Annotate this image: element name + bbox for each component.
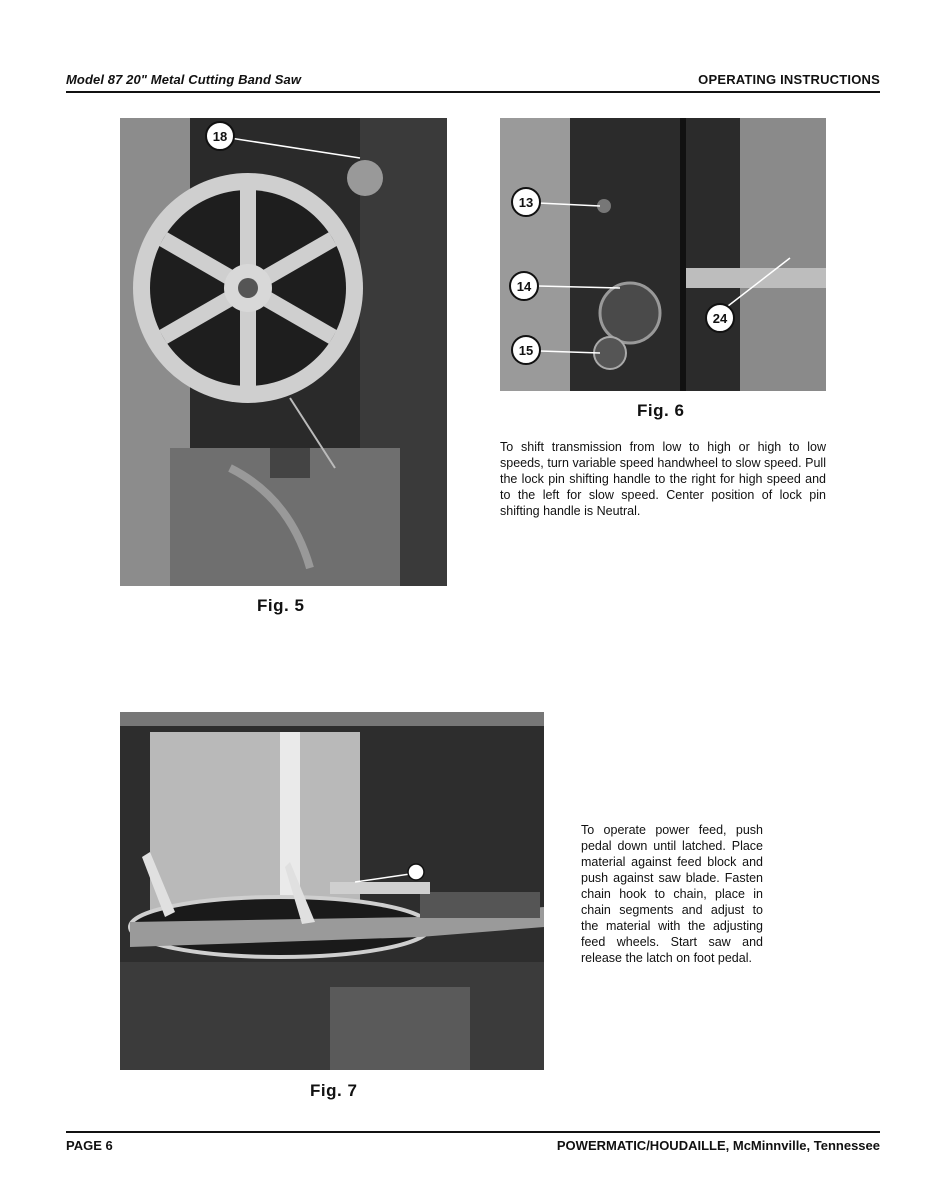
section-title: OPERATING INSTRUCTIONS [698,72,880,87]
svg-text:15: 15 [518,343,534,358]
document-model-title: Model 87 20" Metal Cutting Band Saw [66,72,302,87]
svg-text:13: 13 [518,195,534,210]
figure-6-caption: Fig. 6 [637,401,685,420]
svg-text:18: 18 [212,129,228,144]
power-feed-paragraph: To operate power feed, push pedal down until latched. Place material against feed block and push against saw blade. Fasten chain hook to chain, place in chain segments and adjust to the material with the adjusting feed wheels. Start saw and release the latch on foot pedal. [581,823,763,965]
figure-5-photo [120,118,447,586]
figure-7-photo [120,712,544,1070]
figure-7-caption: Fig. 7 [310,1081,358,1100]
svg-text:14: 14 [516,279,532,294]
company-footer: POWERMATIC/HOUDAILLE, McMinnville, Tennessee [556,1138,880,1153]
transmission-instructions [500,439,826,519]
figure-6-photo [500,118,826,391]
header-rule [66,91,880,93]
footer-rule [66,1131,880,1133]
power-feed-instructions [581,822,763,966]
svg-text:24: 24 [712,311,728,326]
figure-5-caption: Fig. 5 [257,596,305,615]
transmission-paragraph: To shift transmission from low to high or high to low speeds, turn variable speed handwheel to slow speed. Pull the lock pin shifting handle to the right for high speed and to the left for slow speed. Center position of lock pin shifting handle is Neutral. [500,440,826,518]
page-number: PAGE 6 [66,1138,113,1153]
